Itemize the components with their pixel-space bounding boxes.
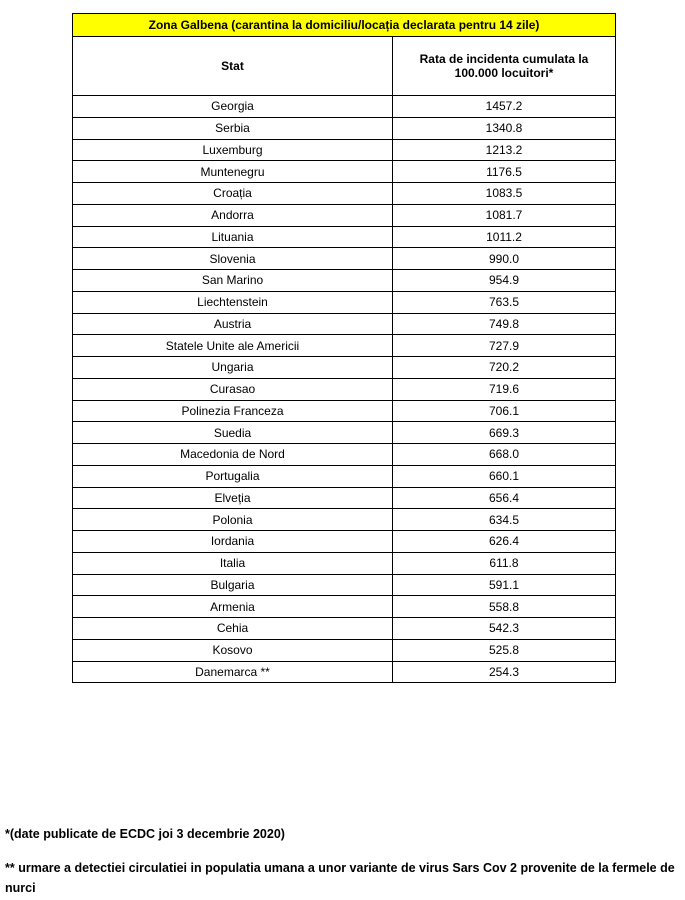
country-cell: Armenia [73,596,393,618]
table-row [73,618,616,640]
rate-cell: 611.8 [393,552,616,574]
table-row [73,661,616,683]
table-row [73,552,616,574]
column-header-rate [393,37,616,96]
rate-cell: 525.8 [393,639,616,661]
rate-cell: 706.1 [393,400,616,422]
rate-cell: 1081.7 [393,204,616,226]
table-row [73,444,616,466]
table-row [73,487,616,509]
country-cell: Italia [73,552,393,574]
table-row [73,139,616,161]
rate-cell: 626.4 [393,531,616,553]
table-row [73,422,616,444]
country-cell: Curasao [73,378,393,400]
footnote-ecdc-date: *(date publicate de ECDC joi 3 decembrie 2020) [5,827,285,841]
footnotes [5,824,677,898]
table-row [73,117,616,139]
table-row [73,596,616,618]
country-cell: Andorra [73,204,393,226]
country-cell: Slovenia [73,248,393,270]
table-title: Zona Galbena (carantina la domiciliu/locația declarata pentru 14 zile) [73,14,616,37]
rate-cell: 1457.2 [393,96,616,118]
table-row [73,378,616,400]
country-cell: Polinezia Franceza [73,400,393,422]
country-cell: Danemarca ** [73,661,393,683]
rate-cell: 634.5 [393,509,616,531]
column-header-rate-label: Rata de incidenta cumulata la 100.000 locuitori* [419,52,589,80]
footnote-mink-variant: ** urmare a detectiei circulatiei in populatia umana a unor variante de virus Sars Cov 2 provenite de la fermele de nurci [5,861,675,895]
column-header-country-label: Stat [221,59,244,73]
rate-cell: 669.3 [393,422,616,444]
table-row [73,204,616,226]
table-row [73,226,616,248]
rate-cell: 660.1 [393,465,616,487]
country-cell: Lituania [73,226,393,248]
table-row [73,270,616,292]
country-cell: Muntenegru [73,161,393,183]
table-row [73,161,616,183]
country-cell: Ungaria [73,357,393,379]
country-cell: Elveția [73,487,393,509]
country-cell: Bulgaria [73,574,393,596]
rate-cell: 990.0 [393,248,616,270]
rate-cell: 1213.2 [393,139,616,161]
table-row [73,291,616,313]
rate-cell: 254.3 [393,661,616,683]
rate-cell: 1011.2 [393,226,616,248]
country-cell: Serbia [73,117,393,139]
table-row [73,574,616,596]
table-row [73,400,616,422]
table-header-row [73,37,616,96]
rate-cell: 591.1 [393,574,616,596]
table-body [73,96,616,683]
country-cell: Polonia [73,509,393,531]
rate-cell: 1340.8 [393,117,616,139]
table-row [73,465,616,487]
table-row [73,96,616,118]
table-row [73,509,616,531]
country-cell: San Marino [73,270,393,292]
rate-cell: 542.3 [393,618,616,640]
country-cell: Croația [73,183,393,205]
rate-cell: 954.9 [393,270,616,292]
country-cell: Cehia [73,618,393,640]
country-cell: Portugalia [73,465,393,487]
table-row [73,248,616,270]
table-row [73,531,616,553]
rate-cell: 719.6 [393,378,616,400]
table-row [73,357,616,379]
country-cell: Liechtenstein [73,291,393,313]
table-row [73,335,616,357]
table-row [73,639,616,661]
rate-cell: 727.9 [393,335,616,357]
country-cell: Kosovo [73,639,393,661]
country-cell: Austria [73,313,393,335]
column-header-country [73,37,393,96]
country-cell: Suedia [73,422,393,444]
yellow-zone-table [72,13,616,683]
table-row [73,183,616,205]
rate-cell: 656.4 [393,487,616,509]
table-title-row [73,14,616,37]
rate-cell: 668.0 [393,444,616,466]
rate-cell: 720.2 [393,357,616,379]
country-cell: Georgia [73,96,393,118]
rate-cell: 1083.5 [393,183,616,205]
rate-cell: 558.8 [393,596,616,618]
country-cell: Luxemburg [73,139,393,161]
rate-cell: 1176.5 [393,161,616,183]
country-cell: Iordania [73,531,393,553]
country-cell: Macedonia de Nord [73,444,393,466]
rate-cell: 763.5 [393,291,616,313]
rate-cell: 749.8 [393,313,616,335]
table-row [73,313,616,335]
country-cell: Statele Unite ale Americii [73,335,393,357]
